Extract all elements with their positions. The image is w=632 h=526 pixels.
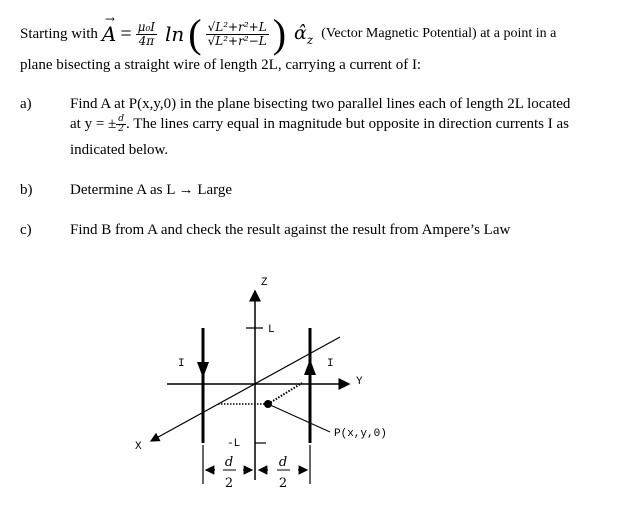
ln: ln [165,22,185,46]
x-axis [151,337,340,441]
item-c-label: c) [20,222,32,238]
current-label-left: I [178,358,185,370]
z-label: Z [261,277,268,289]
pointer-line [268,404,330,432]
current-label-right: I [327,358,334,370]
item-c-text: Find B from A and check the result against the result from Ampere’s Law [70,222,511,238]
y-label: Y [356,376,363,388]
unit-sub: z [306,32,314,47]
frac-num: μ₀I [137,19,156,34]
inner-den: √L²+r²−L [207,33,267,48]
dim-2-right: 2 [278,476,288,491]
dim-2-left: 2 [224,476,234,491]
item-a-pre: at y = ± [70,116,117,132]
paren-open: ( [188,11,202,56]
paren-close: ) [272,11,287,56]
negL-label: -L [227,438,241,450]
intro-tail: (Vector Magnetic Potential) at a point in a [321,26,557,41]
frac-2: 2 [118,124,125,134]
frac-d: d [118,114,125,124]
equals: = [120,22,132,45]
intro-line-2: plane bisecting a straight wire of length 2L, carrying a current of I: [20,57,422,73]
item-a-line-3: indicated below. [70,142,169,158]
dim-d-left: d [224,455,234,470]
point-p [264,400,272,408]
vec-a: A [101,22,117,46]
item-a-post: . The lines carry equal in magnitude but opposite in direction currents I as [126,116,569,132]
arrow-icon: → [104,12,115,26]
item-b-label: b) [20,182,33,198]
item-a-label: a) [20,96,32,112]
item-b-text: Determine A as L → Large [70,182,233,198]
point-label: P(x,y,0) [334,428,387,440]
intro-lead: Starting with [20,25,98,42]
frac-den: 4π [138,33,155,48]
current-up-arrow-icon [304,359,316,375]
current-down-arrow-icon [197,362,209,378]
dim-d-right: d [278,455,288,470]
L-label: L [268,324,275,336]
unit-a: α̂ [294,21,307,44]
x-label: X [135,441,142,453]
inner-num: √L²+r²+L [207,19,267,34]
dotted-line-y [268,383,302,404]
item-a-line-1: Find A at P(x,y,0) in the plane bisecting two parallel lines each of length 2L located [70,96,571,112]
